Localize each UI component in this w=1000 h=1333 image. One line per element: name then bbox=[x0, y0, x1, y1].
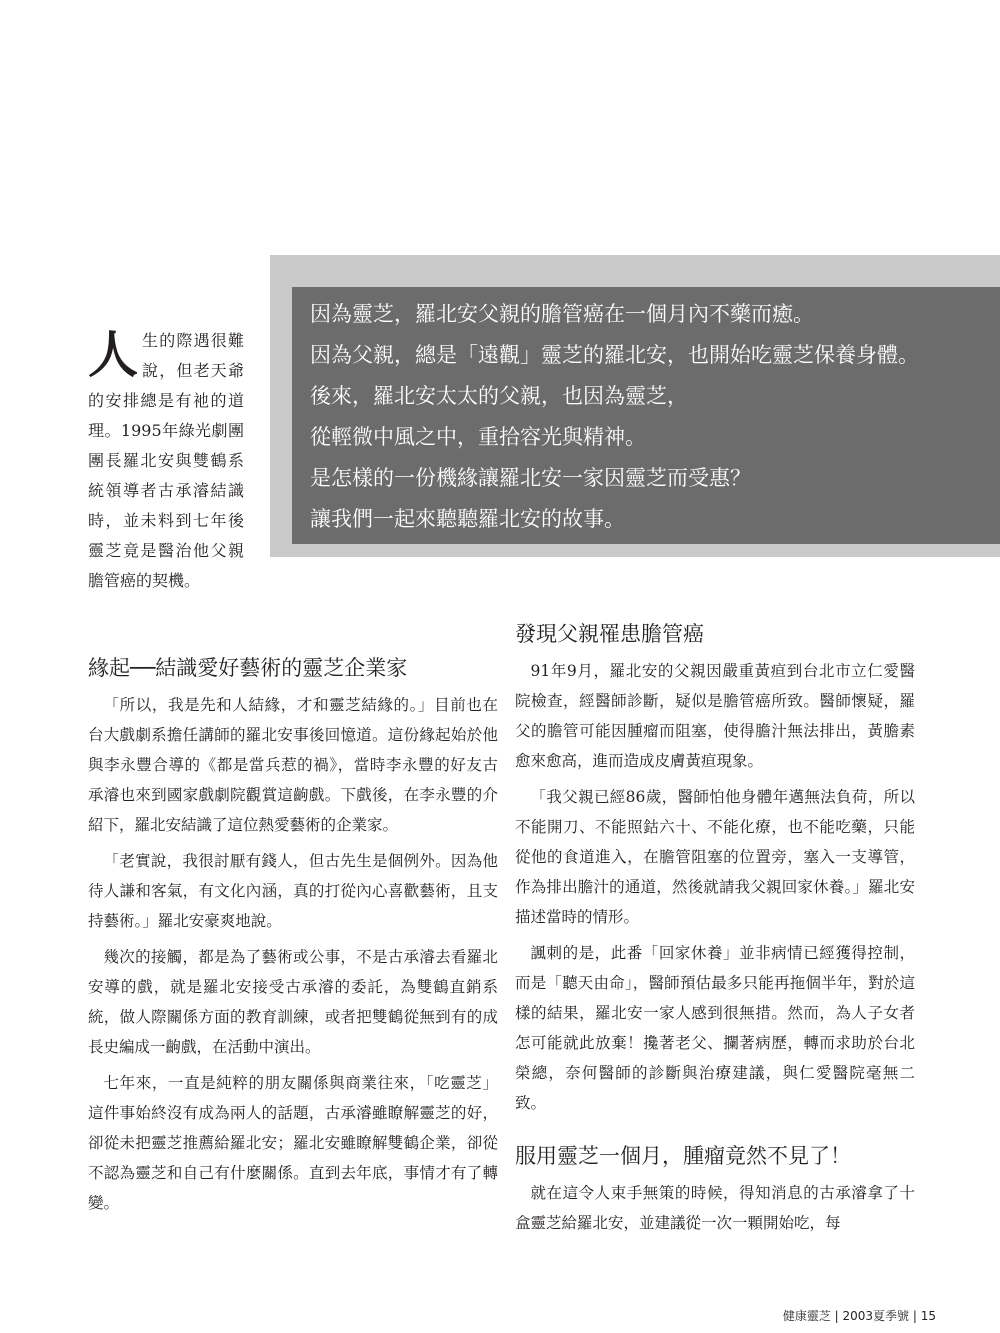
right-column bbox=[515, 618, 915, 1244]
quote-line: 是怎樣的一份機緣讓羅北安一家因靈芝而受惠？ bbox=[310, 466, 751, 490]
quote-line: 讓我們一起來聽聽羅北安的故事。 bbox=[310, 507, 625, 531]
quote-line: 後來，羅北安太太的父親，也因為靈芝， bbox=[310, 384, 688, 408]
body-paragraph: 「所以，我是先和人結緣，才和靈芝結緣的。」目前也在台大戲劇系擔任講師的羅北安事後回憶道。這份緣起始於他與李永豐合導的《都是當兵惹的禍》，當時李永豐的好友古承濬也來到國家戲劇院觀賞這齣戲。下戲後，在李永豐的介紹下，羅北安結識了這位熱愛藝術的企業家。 bbox=[88, 696, 498, 834]
intro-text: 生的際遇很難說，但老天爺的安排總是有祂的道理。1995年綠光劇團團長羅北安與雙鶴系統領導者古承濬結識時，並未料到七年後靈芝竟是醫治他父親膽管癌的契機。 bbox=[88, 331, 244, 590]
body-paragraph: 就在這令人束手無策的時候，得知消息的古承濬拿了十盒靈芝給羅北安，並建議從一次一顆開始吃，每 bbox=[515, 1184, 915, 1232]
intro-paragraph bbox=[88, 326, 244, 596]
body-paragraph: 91年9月，羅北安的父親因嚴重黃疸到台北市立仁愛醫院檢查，經醫師診斷，疑似是膽管癌所致。醫師懷疑，羅父的膽管可能因腫瘤而阻塞，使得膽汁無法排出，黃膽素愈來愈高，進而造成皮膚黃疸現象。 bbox=[515, 662, 915, 770]
pull-quote-box bbox=[292, 287, 1000, 544]
section-heading: 緣起──結識愛好藝術的靈芝企業家 bbox=[88, 656, 408, 680]
body-paragraph: 諷刺的是，此番「回家休養」並非病情已經獲得控制，而是「聽天由命」，醫師預估最多只能再拖個半年，對於這樣的結果，羅北安一家人感到很無措。然而，為人子女者怎可能就此放棄！攙著老父、攔著病歷，轉而求助於台北榮總，奈何醫師的診斷與治療建議，與仁愛醫院毫無二致。 bbox=[515, 944, 915, 1112]
page-footer: 健康靈芝 | 2003夏季號 | 15 bbox=[782, 1309, 936, 1323]
drop-cap: 人 bbox=[88, 325, 138, 384]
quote-line: 因為父親，總是「遠觀」靈芝的羅北安，也開始吃靈芝保養身體。 bbox=[310, 343, 919, 367]
section-heading: 發現父親罹患膽管癌 bbox=[515, 622, 704, 646]
body-paragraph: 七年來，一直是純粹的朋友關係與商業往來，「吃靈芝」這件事始終沒有成為兩人的話題，古承濬雖瞭解靈芝的好，卻從未把靈芝推薦給羅北安；羅北安雖瞭解雙鶴企業，卻從不認為靈芝和自己有什麼關係。直到去年底，事情才有了轉變。 bbox=[88, 1074, 498, 1212]
body-paragraph: 「老實說，我很討厭有錢人，但古先生是個例外。因為他待人謙和客氣，有文化內涵，真的打從內心喜歡藝術，且支持藝術。」羅北安豪爽地說。 bbox=[88, 852, 498, 930]
quote-line: 從輕微中風之中，重拾容光與精神。 bbox=[310, 425, 646, 449]
left-column bbox=[88, 652, 498, 1224]
body-paragraph: 幾次的接觸，都是為了藝術或公事，不是古承濬去看羅北安導的戲，就是羅北安接受古承濬的委託，為雙鶴直銷系統，做人際關係方面的教育訓練，或者把雙鶴從無到有的成長史編成一齣戲，在活動中演出。 bbox=[88, 948, 498, 1056]
quote-line: 因為靈芝，羅北安父親的膽管癌在一個月內不藥而癒。 bbox=[310, 302, 814, 326]
body-paragraph: 「我父親已經86歲，醫師怕他身體年邁無法負荷，所以不能開刀、不能照鈷六十、不能化療，也不能吃藥，只能從他的食道進入，在膽管阻塞的位置旁，塞入一支導管，作為排出膽汁的通道，然後就請我父親回家休養。」羅北安描述當時的情形。 bbox=[515, 788, 915, 926]
section-heading: 服用靈芝一個月，腫瘤竟然不見了！ bbox=[515, 1144, 851, 1168]
